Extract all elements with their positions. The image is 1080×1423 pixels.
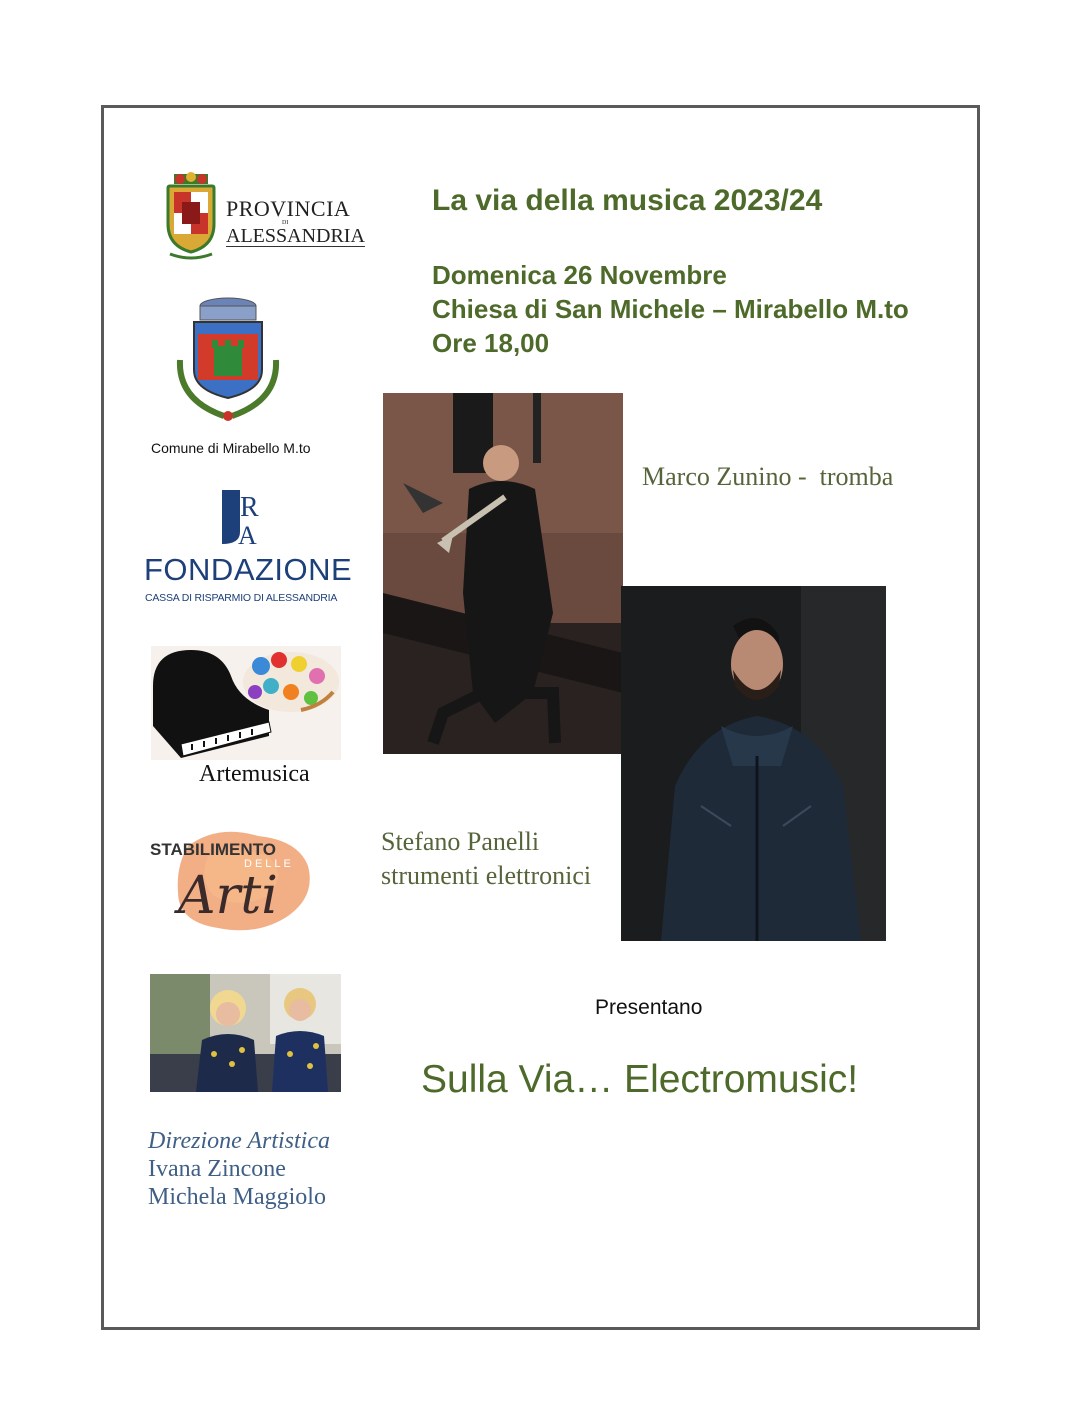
- event-date: Domenica 26 Novembre: [432, 260, 727, 290]
- fondazione-logo: [144, 488, 353, 608]
- direzione-name-2: Michela Maggiolo: [148, 1184, 326, 1210]
- stabilimento-logo: [148, 826, 318, 936]
- mirabello-crest-icon: [170, 290, 290, 430]
- provincia-text: [226, 198, 365, 247]
- event-time: Ore 18,00: [432, 328, 550, 358]
- svg-text:A: A: [238, 521, 257, 548]
- provincia-logo: [160, 172, 365, 262]
- trumpet-player-photo: [383, 393, 623, 754]
- fondazione-mark-icon: [218, 488, 268, 548]
- artemusica-label: Artemusica: [199, 761, 310, 787]
- performer-2-block: [381, 825, 591, 893]
- performer-1-label: Marco Zunino - tromba: [642, 462, 894, 491]
- direzione-name-1: Ivana Zincone: [148, 1156, 286, 1182]
- stabilimento-line2: DELLE: [244, 858, 294, 870]
- trumpet-player-image: [383, 393, 623, 754]
- piano-palette-icon: [151, 646, 341, 760]
- provincia-line2: ALESSANDRIA: [226, 225, 365, 247]
- stabilimento-line1: STABILIMENTO: [150, 840, 276, 859]
- artemusica-logo: [151, 646, 341, 760]
- comune-logo: [170, 290, 290, 430]
- directors-photo: [150, 974, 341, 1092]
- fondazione-subtitle: CASSA DI RISPARMIO DI ALESSANDRIA: [145, 592, 338, 604]
- event-title: La via della musica 2023/24: [432, 184, 823, 217]
- stabilimento-line3: Arti: [178, 866, 278, 926]
- performer-2-name: Stefano Panelli: [381, 827, 540, 856]
- comune-label: Comune di Mirabello M.to: [151, 440, 311, 456]
- electronics-player-photo: [621, 586, 886, 941]
- provincia-di: DI: [282, 220, 289, 226]
- electronics-player-image: [621, 586, 886, 941]
- direzione-block: [148, 1127, 330, 1211]
- fondazione-title: FONDAZIONE: [144, 552, 353, 587]
- provincia-line1: PROVINCIA: [226, 196, 351, 221]
- show-title: Sulla Via… Electromusic!: [421, 1058, 859, 1101]
- event-venue: Chiesa di San Michele – Mirabello M.to: [432, 294, 909, 324]
- performer-2-role: strumenti elettronici: [381, 861, 592, 890]
- presentano-label: Presentano: [595, 996, 703, 1019]
- svg-text:R: R: [240, 492, 259, 523]
- provincia-crest-icon: [160, 172, 222, 260]
- directors-photo-image: [150, 974, 341, 1092]
- direzione-label: Direzione Artistica: [148, 1128, 330, 1154]
